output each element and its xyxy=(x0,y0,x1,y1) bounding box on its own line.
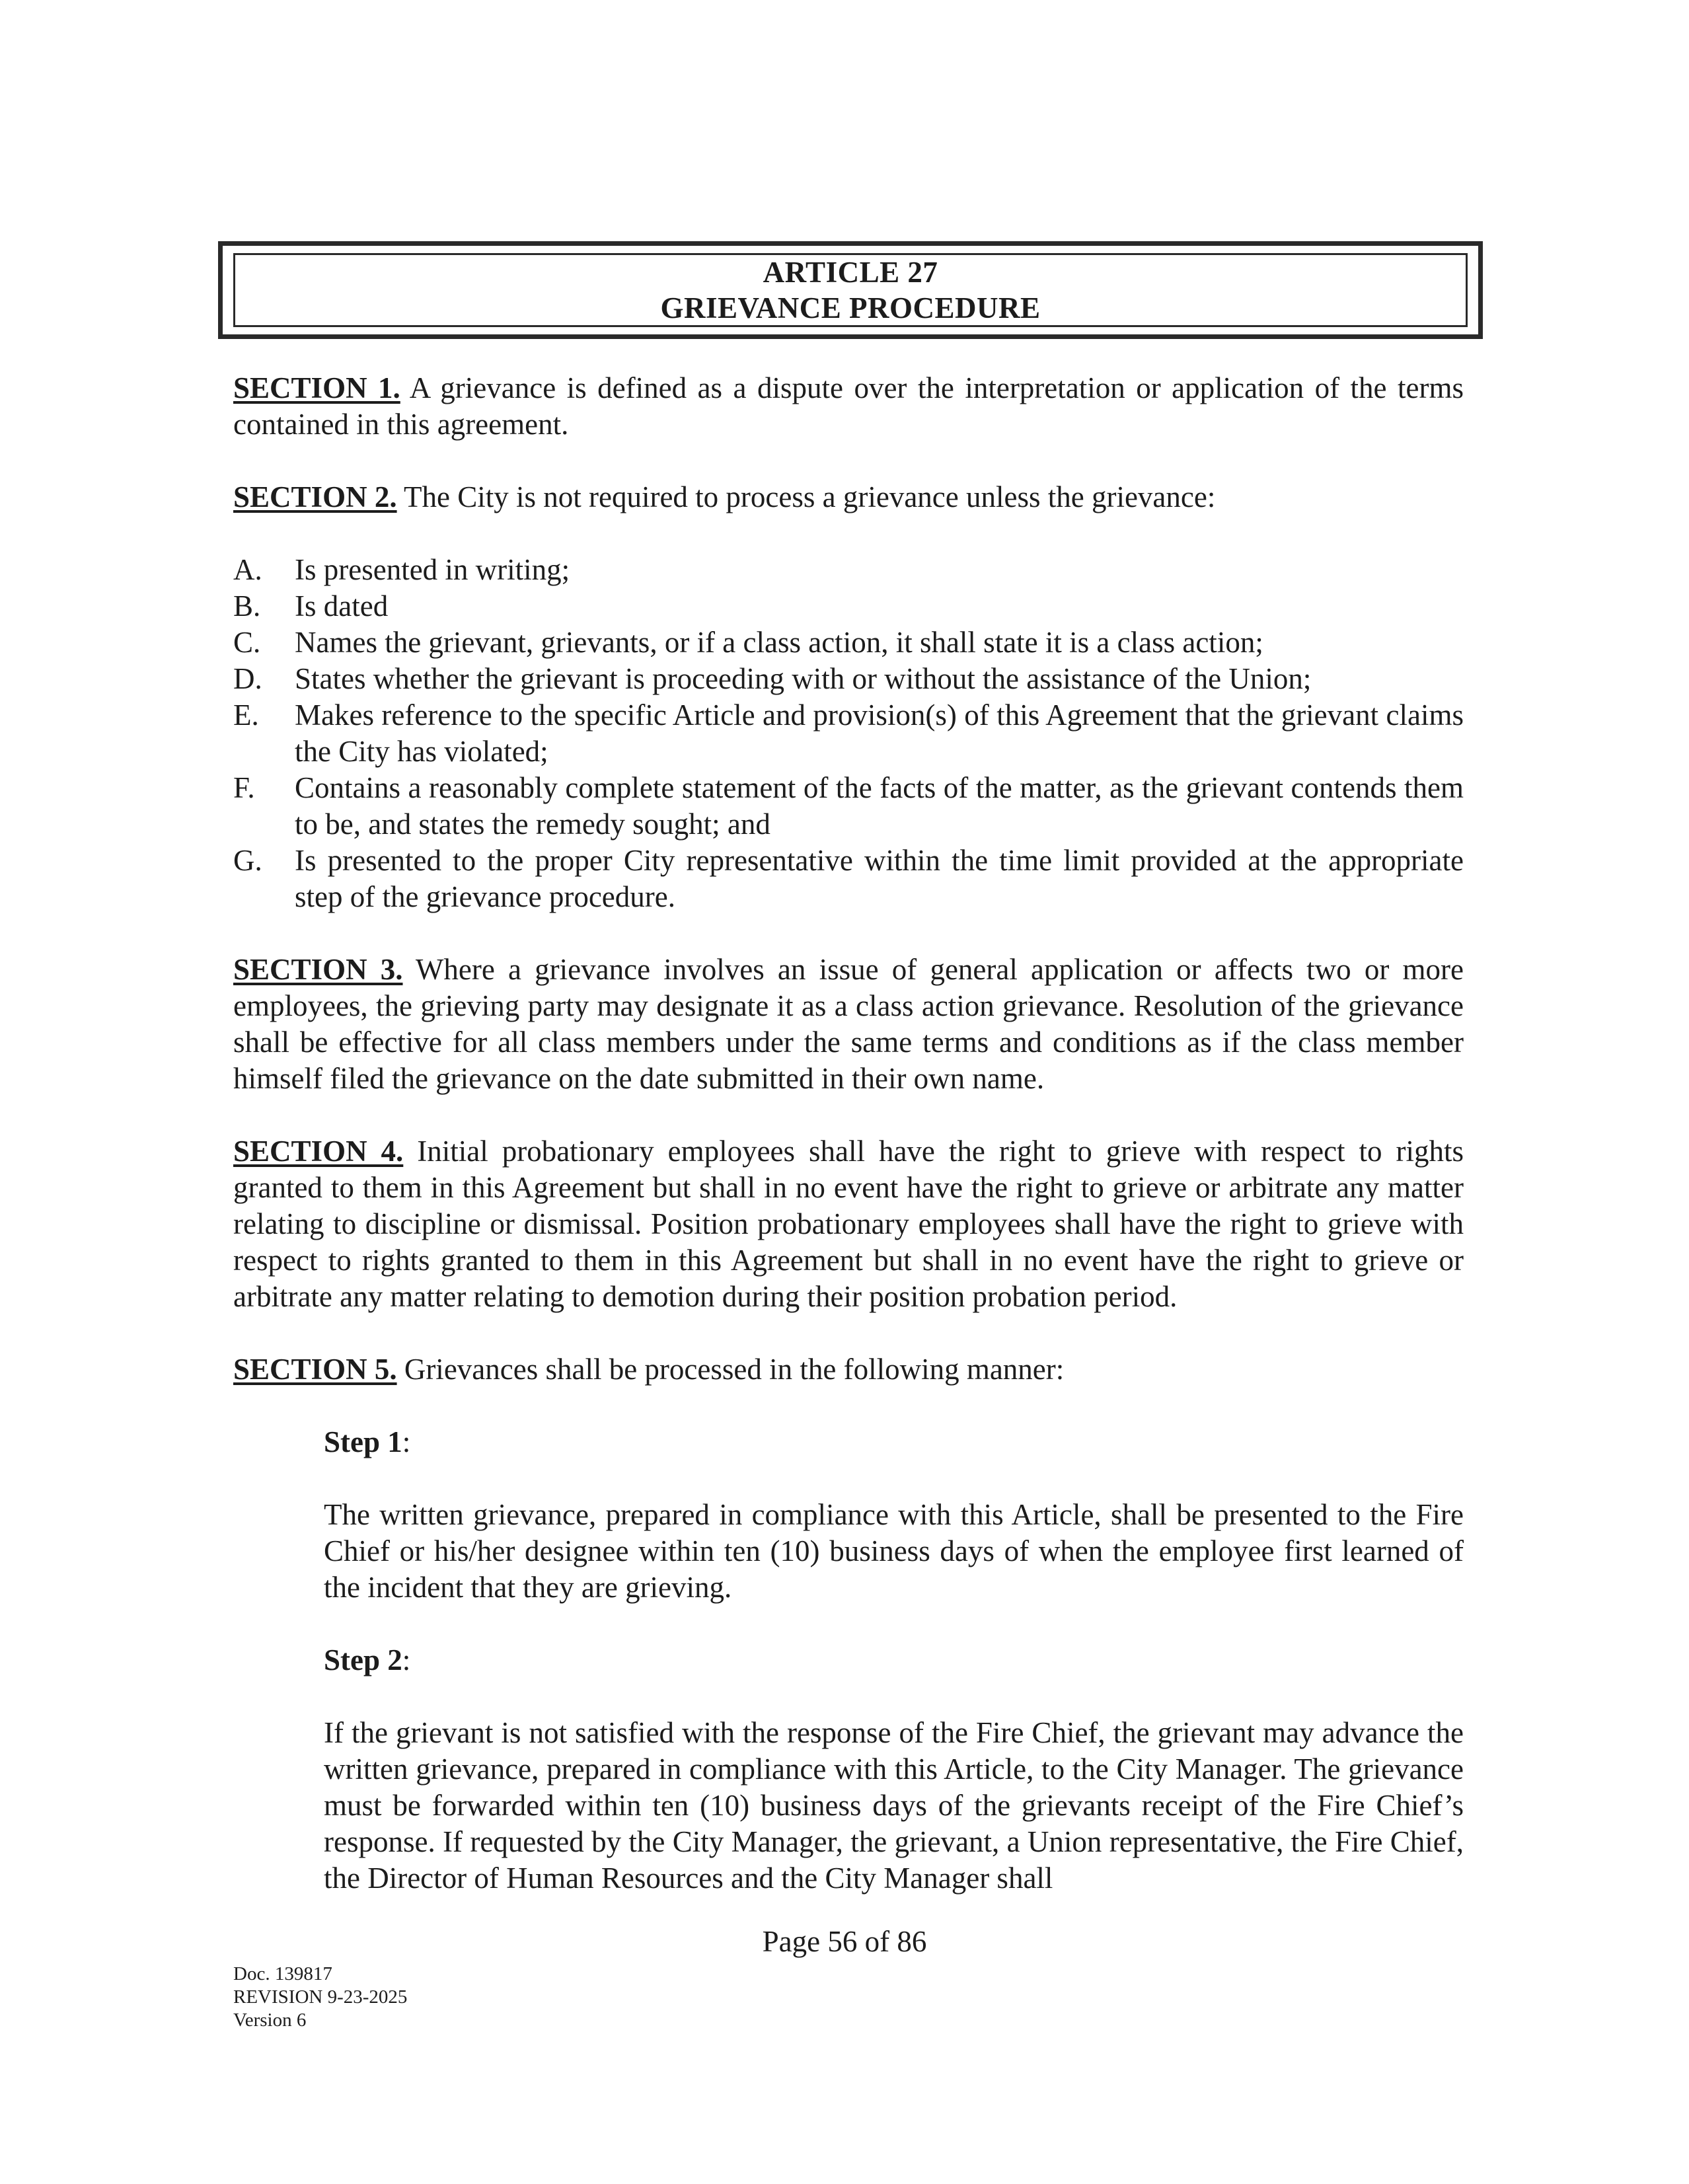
list-item-text: Names the grievant, grievants, or if a class action, it shall state it is a class action; xyxy=(295,626,1263,659)
step-2-colon: : xyxy=(402,1643,411,1676)
article-number: ARTICLE 27 xyxy=(763,256,938,289)
step-1-text: The written grievance, prepared in compliance with this Article, shall be presented to the Fire Chief or his/her designee within ten (10) business days of when the employee first learned of the incident that they are grieving. xyxy=(324,1498,1464,1604)
step-2-label xyxy=(324,1642,1464,1678)
section-2-requirements-list xyxy=(233,552,1464,915)
list-item xyxy=(233,843,1464,915)
list-item-text: Is dated xyxy=(295,589,389,622)
list-item-text: States whether the grievant is proceeding with or without the assistance of the Union; xyxy=(295,662,1312,695)
section-5-label: SECTION 5. xyxy=(233,1353,397,1386)
document-body xyxy=(233,370,1464,1897)
section-2 xyxy=(233,479,1464,515)
section-2-label: SECTION 2. xyxy=(233,480,397,513)
list-item-letter: E. xyxy=(233,698,259,732)
list-item xyxy=(233,770,1464,843)
section-3 xyxy=(233,952,1464,1097)
list-item xyxy=(233,588,1464,624)
section-3-text: Where a grievance involves an issue of general application or affects two or more employees, the grieving party may designate it as a class action grievance. Resolution of the grievance shall be effective for all class members under the same terms and conditions as if the class member himself filed the grievance on the date submitted in their own name. xyxy=(233,953,1464,1095)
doc-id: Doc. 139817 xyxy=(233,1963,332,1984)
doc-version: Version 6 xyxy=(233,2010,307,2031)
list-item-letter: D. xyxy=(233,662,262,695)
section-1 xyxy=(233,370,1464,443)
section-3-label: SECTION 3. xyxy=(233,953,403,986)
list-item-text: Is presented to the proper City representative within the time limit provided at the appropriate step of the grievance procedure. xyxy=(295,844,1464,913)
list-item-text: Contains a reasonably complete statement of the facts of the matter, as the grievant contends them to be, and states the remedy sought; and xyxy=(295,771,1464,841)
step-1-label xyxy=(324,1424,1464,1460)
article-title-box xyxy=(218,241,1483,339)
list-item-letter: G. xyxy=(233,844,262,877)
step-2 xyxy=(324,1642,1464,1897)
list-item-letter: B. xyxy=(233,589,261,622)
section-5-text: Grievances shall be processed in the following manner: xyxy=(396,1353,1065,1386)
list-item xyxy=(233,697,1464,770)
doc-revision: REVISION 9-23-2025 xyxy=(233,1986,408,2008)
section-1-text: A grievance is defined as a dispute over the interpretation or application of the terms contained in this agreement. xyxy=(233,371,1464,441)
section-2-text: The City is not required to process a grievance unless the grievance: xyxy=(396,480,1216,513)
article-title: GRIEVANCE PROCEDURE xyxy=(660,291,1041,324)
article-title-inner-border xyxy=(233,253,1468,327)
step-2-label-text: Step 2 xyxy=(324,1643,402,1676)
step-1-label-text: Step 1 xyxy=(324,1425,402,1458)
section-5 xyxy=(233,1351,1464,1388)
list-item-text: Is presented in writing; xyxy=(295,553,570,586)
list-item-text: Makes reference to the specific Article and provision(s) of this Agreement that the grievant claims the City has violated; xyxy=(295,698,1464,768)
section-1-label: SECTION 1. xyxy=(233,371,400,404)
list-item xyxy=(233,552,1464,588)
list-item-letter: C. xyxy=(233,626,261,659)
step-1 xyxy=(324,1424,1464,1606)
section-4 xyxy=(233,1133,1464,1315)
document-metadata xyxy=(233,1963,407,2032)
list-item xyxy=(233,661,1464,697)
step-1-colon: : xyxy=(402,1425,411,1458)
page-number: Page 56 of 86 xyxy=(762,1925,927,1958)
list-item-letter: A. xyxy=(233,553,262,586)
section-4-label: SECTION 4. xyxy=(233,1135,404,1168)
list-item xyxy=(233,624,1464,661)
step-2-text: If the grievant is not satisfied with the response of the Fire Chief, the grievant may advance the written grievance, prepared in compliance with this Article, to the City Manager. The grievance must be forwarded within ten (10) business days of the grievants receipt of the Fire Chief’s response. If requested by the City Manager, the grievant, a Union representative, the Fire Chief, the Director of Human Resources and the City Manager shall xyxy=(324,1716,1464,1895)
section-4-text: Initial probationary employees shall have the right to grieve with respect to rights granted to them in this Agreement but shall in no event have the right to grieve or arbitrate any matter relating to discipline or dismissal. Position probationary employees shall have the right to grieve with respect to rights granted to them in this Agreement but shall in no event have the right to grieve or arbitrate any matter relating to demotion during their position probation period. xyxy=(233,1135,1464,1313)
list-item-letter: F. xyxy=(233,771,255,804)
